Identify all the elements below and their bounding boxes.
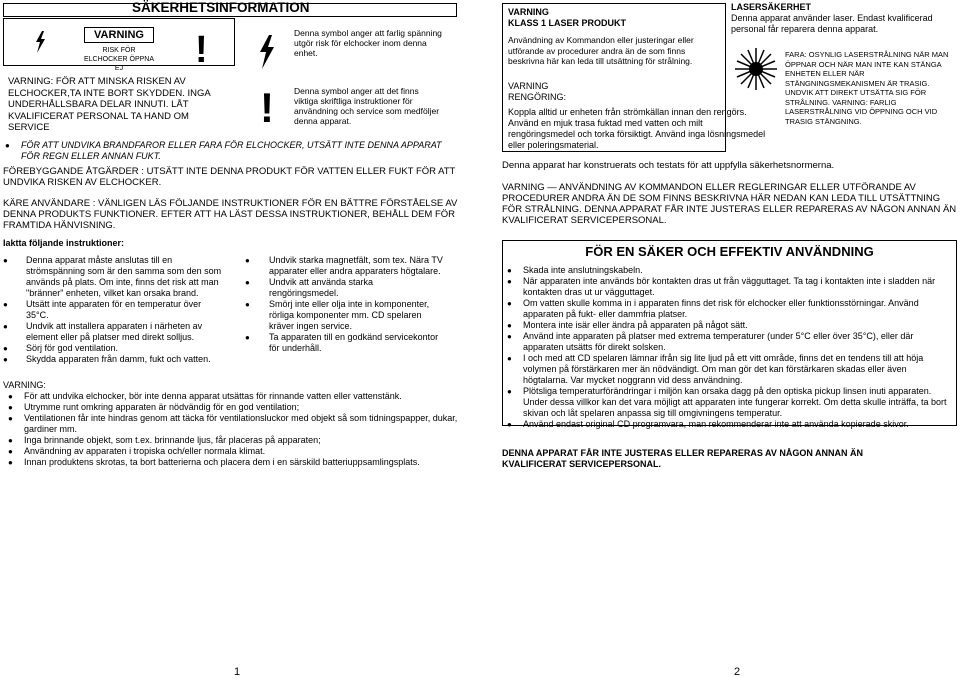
varning-paragraph: VARNING — ANVÄNDNING AV KOMMANDON ELLER REGLERINGAR ELLER UTFÖRANDE AV PROCEDURER ANDRA ÄN DE SOM FINNS BESKRIVNA HÄR NEDAN KAN LEDA TILL UTSÄTTNING FÖR STRÅLNING. DENNA APPARAT FÅR INTE JUSTERAS ELLER REPARERAS AV NÅGON ANNAN ÄN KVALIFICERAT SERVICEPERSONAL. [502,182,957,226]
list-item: ● Ta apparaten till en godkänd servicekontor för underhåll. [245,332,445,354]
list-item: ● Plötsliga temperaturförändringar i miljön kan orsaka dagg på den optiska pickup linsen inuti apparaten. Under dessa villkor kan det vara möjligt att apparaten inte fungerar korrekt. Om detta skulle inträffa, ta bort skivan och låt spelaren anpassa sig till omgivningens temperatur. [507,386,954,419]
clean-title: VARNING [508,81,549,91]
lightning-icon [33,31,47,53]
list-item: ● Ventilationen får inte hindras genom att täcka för ventilationsluckor med objekt så som tidningspapper, dukar, gardiner mm. [8,413,458,435]
list-item: ● Inga brinnande objekt, som t.ex. brinnande ljus, får placeras på apparaten; [8,435,458,446]
list-item: ● Utsätt inte apparaten för en temperatur över 35°C. [3,299,225,321]
list-item: ● Skydda apparaten från damm, fukt och vatten. [3,354,225,365]
laser-body: Användning av Kommandon eller justeringar eller utförande av procedurer andra än de som finns beskrivna här kan leda till utsättning för strålning. [508,35,694,66]
lightning-symbol-icon [256,35,276,69]
list-item: ● Skada inte anslutningskabeln. [507,265,954,276]
exclamation-symbol-icon [258,82,280,126]
list-item: ● Montera inte isär eller ändra på apparaten på något sätt. [507,320,954,331]
footer-bold-text: DENNA APPARAT FÅR INTE JUSTERAS ELLER REPARERAS AV NÅGON ANNAN ÄN KVALIFICERAT SERVICEPERSONAL. [502,448,864,469]
list-item: ● Undvik att installera apparaten i närheten av element eller på platser med direkt solljus. [3,321,225,343]
laser-subtitle: KLASS 1 LASER PRODUKT [508,18,627,28]
page-title: SÄKERHETSINFORMATION [132,0,310,15]
warning-title: VARNING [94,29,144,41]
safe-use-heading: FÖR EN SÄKER OCH EFFEKTIV ANVÄNDNING [585,244,874,259]
list-item: ● I och med att CD spelaren lämnar ifrån sig lite ljud på ett vitt område, finns det en tendens till att höja volymen på förstärkaren mer än nödvändigt. Om man gör det kan förstärkaren skadas eller även högtalarna. Var mycket noggrann vid dess användning. [507,353,954,386]
tested-text: Denna apparat har konstruerats och testats för att uppfylla säkerhetsnormerna. [502,160,835,171]
safe-use-list [507,265,954,430]
fire-warning [5,140,455,162]
preventive-text: FÖREBYGGANDE ÅTGÄRDER : UTSÄTT INTE DENNA PRODUKT FÖR VATTEN ELLER FUKT FÖR ATT UNDVIKA RISKEN AV ELCHOCKER. [3,166,456,188]
instructions-heading: Iaktta följande instruktioner: [3,238,125,248]
exclamation-triangle-icon [183,24,225,66]
instructions-col2 [245,255,445,354]
laser-title: VARNING [508,7,549,17]
list-item: ● Undvik att använda starka rengöringsmedel. [245,277,445,299]
dear-user-text: KÄRE ANVÄNDARE : VÄNLIGEN LÄS FÖLJANDE INSTRUKTIONER FÖR EN BÄTTRE FÖRSTÅELSE AV DENNA PRODUKTS FUNKTIONER. EFTER ATT HA LÄST DESSA INSTRUKTIONER, BEHÅLL DEM FÖR FRAMTIDA HÄNVISNING. [3,198,458,231]
list-item: ● För att undvika elchocker, bör inte denna apparat utsättas för rinnande vatten eller vattenstänk. [8,391,458,402]
list-item: ● Användning av apparaten i tropiska och/eller normala klimat. [8,446,458,457]
clean-body: Koppla alltid ur enheten från strömkällan innan den rengörs. Använd en mjuk trasa fuktad med vatten och milt rengöringsmedel och torka försiktigt. Använd inga lösningsmedel eller poleringsmaterial. [508,107,766,150]
symbol2-text: Denna symbol anger att det finns viktiga skriftliga instruktioner för användning och service som medföljer denna apparat. [294,86,440,126]
laser-safety-body: Denna apparat använder laser. Endast kvalificerad personal får reparera denna apparat. [731,13,933,34]
svg-text:!: ! [260,84,274,126]
list-item: ● Använd endast original CD programvara, man rekommenderar inte att använda kopierade skivor. [507,419,954,430]
list-item: ● Sörj för god ventilation. [3,343,225,354]
warning-text: VARNING: FÖR ATT MINSKA RISKEN AV ELCHOCKER,TA INTE BORT SKYDDEN. INGA UNDERHÅLLSBARA DELAR INNUTI. LÅT KVALIFICERAT PERSONAL TA HAND OM SERVICE [8,76,211,133]
list-item: ● Smörj inte eller olja inte in komponenter, rörliga komponenter mm. CD spelaren kräver ingen service. [245,299,445,332]
list-item: ● Undvik starka magnetfält, som tex. Nära TV apparater eller andra apparaters högtalare. [245,255,445,277]
page-number-right: 2 [734,666,741,678]
list-item: ● När apparaten inte används bör kontakten dras ut från vägguttaget. Ta tag i kontakten inte i sladden när kontakten dras ut ur vägguttaget. [507,276,954,298]
list-item: ● Använd inte apparaten på platser med extrema temperaturer (under 5°C eller över 35°C), eller där apparaten utsätts för direkt solsken. [507,331,954,353]
list-item: ● Denna apparat måste anslutas till en strömspänning som är den samma som den som används på plats. Om inte, finns det risk att man "bränner" enheten, vilket kan orsaka brand. [3,255,225,299]
varning-list [8,391,458,468]
instructions-col1 [3,255,225,365]
fire-warning-text: FÖR ATT UNDVIKA BRANDFAROR ELLER FARA FÖR ELCHOCKER, UTSÄTT INTE DENNA APPARAT FÖR REGN ELLER ANNAN FUKT. [21,140,442,161]
list-item: ● Om vatten skulle komma in i apparaten finns det risk för elchocker eller funktionsstörningar. Använd apparaten på fukt- eller dammfria platser. [507,298,954,320]
list-item: ● Utrymme runt omkring apparaten är nödvändig för en god ventilation; [8,402,458,413]
clean-subtitle: RENGÖRING: [508,92,567,102]
varning-label: VARNING: [3,380,46,390]
laser-danger-text: FARA: OSYNLIG LASERSTRÅLNING NÄR MAN ÖPPNAR OCH NÄR MAN INTE KAN STÄNGA ENHETEN ELLER NÄR STÄNGNINGSMEKANISMEN ÄR TRASIG. UNDVIK ATT DIREKT UTSÄTTA SIG FÖR STRÅLNING. VARNING: FARLIG LASERSTRÅLNING VID ÖPPNING OCH VID TRASIG STÄNGNING. [785,50,949,126]
page-number-left: 1 [234,666,241,678]
symbol1-text: Denna symbol anger att farlig spänning utgör risk för elchocker inom denna enhet. [294,28,442,58]
svg-text:!: ! [195,29,208,66]
list-item: ● Innan produktens skrotas, ta bort batterierna och placera dem i en särskild batteriuppsamlingsplats. [8,457,458,468]
laser-safety-title: LASERSÄKERHET [731,2,812,12]
warning-subtitle: RISK FÖR ELCHOCKER ÖPPNA EJ [83,47,155,72]
laser-starburst-icon [733,46,779,92]
